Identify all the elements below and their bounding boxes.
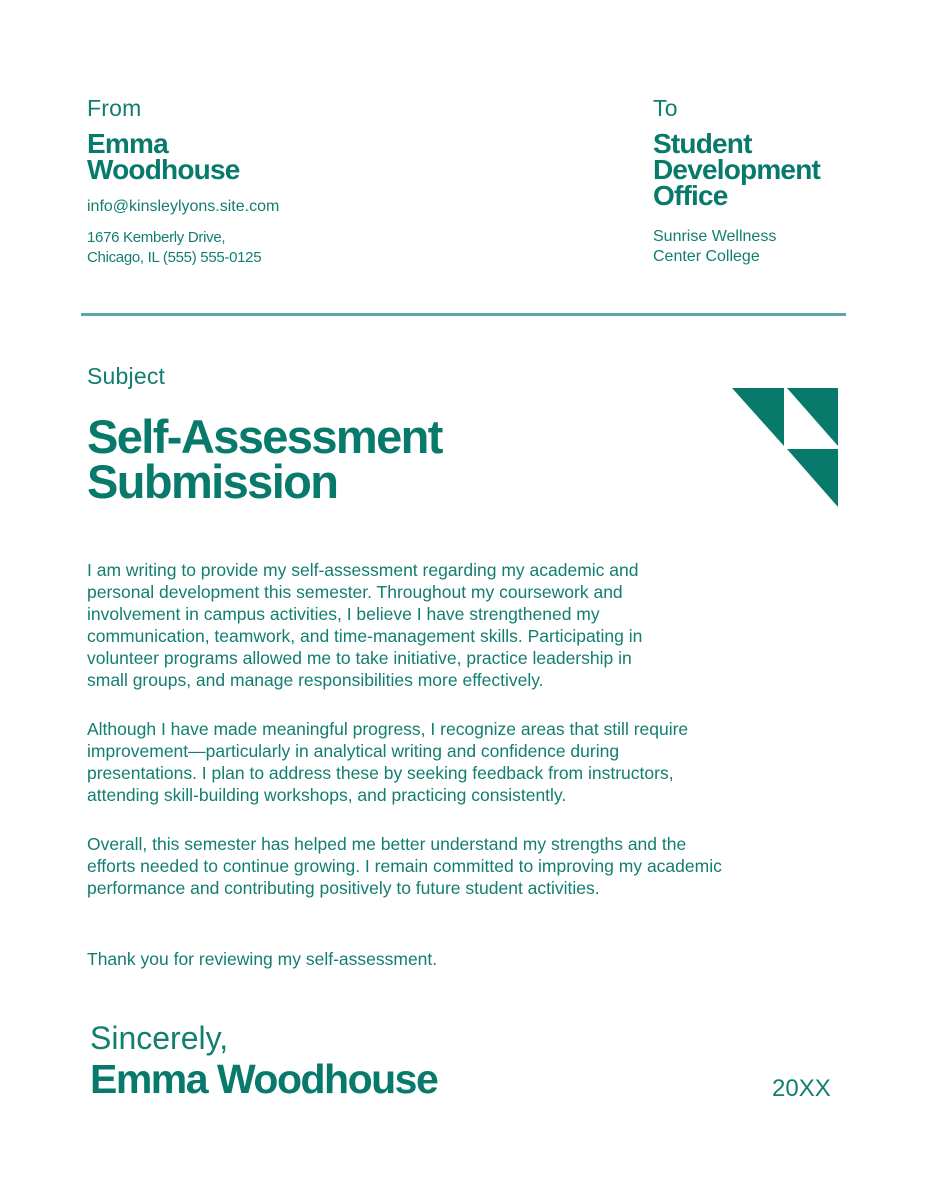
subject-title — [87, 410, 442, 508]
body-paragraph-1: I am writing to provide my self-assessment regarding my academic and personal development this semester. Throughout my coursework and involvement in campus activities, I believe I have strengthened my communication, teamwork, and time-management skills. Participating in volunteer programs allowed me to take initiative, practice leadership in small groups, and manage responsibilities more effectively. — [87, 560, 643, 690]
body-paragraph-2: Although I have made meaningful progress, I recognize areas that still require improvement—particularly in analytical writing and confidence during presentations. I plan to address these by seeking feedback from instructors, attending skill-building workshops, and practicing consistently. — [87, 719, 689, 805]
letter-body — [87, 559, 737, 899]
to-label: To — [653, 95, 678, 121]
geometric-triangles-logo-icon — [730, 387, 840, 509]
year: 20XX — [772, 1075, 831, 1102]
recipient-name-line1: Student — [653, 128, 752, 159]
sender-email: info@kinsleylyons.site.com — [87, 198, 280, 215]
sender-address — [87, 228, 261, 268]
header-divider — [81, 313, 846, 316]
recipient-name — [653, 128, 821, 211]
subject-title-line2: Submission — [87, 455, 338, 508]
sender-name — [87, 128, 240, 185]
signature-name: Emma Woodhouse — [90, 1056, 438, 1102]
sender-address-line1: 1676 Kemberly Drive, — [87, 229, 226, 246]
closing-salutation: Sincerely, — [90, 1020, 229, 1056]
body-paragraph-3: Overall, this semester has helped me better understand my strengths and the efforts needed to continue growing. I remain committed to improving my academic performance and contributing positively to future student activities. — [87, 834, 722, 898]
recipient-org-line2: Center College — [653, 248, 760, 265]
logo-triangle-left — [732, 388, 784, 446]
logo-triangle-bottom-right — [787, 449, 838, 507]
recipient-name-line2: Development — [653, 154, 821, 185]
subject-label: Subject — [87, 363, 166, 389]
subject-title-line1: Self-Assessment — [87, 410, 442, 463]
sender-name-line2: Woodhouse — [87, 154, 240, 185]
recipient-name-line3: Office — [653, 180, 728, 211]
sender-name-line1: Emma — [87, 128, 168, 159]
from-label: From — [87, 95, 142, 121]
recipient-org-line1: Sunrise Wellness — [653, 228, 777, 245]
sender-address-line2: Chicago, IL (555) 555-0125 — [87, 249, 262, 266]
logo-triangle-top-right — [787, 388, 838, 446]
thanks-line: Thank you for reviewing my self-assessment. — [87, 949, 438, 969]
recipient-org — [653, 227, 776, 267]
